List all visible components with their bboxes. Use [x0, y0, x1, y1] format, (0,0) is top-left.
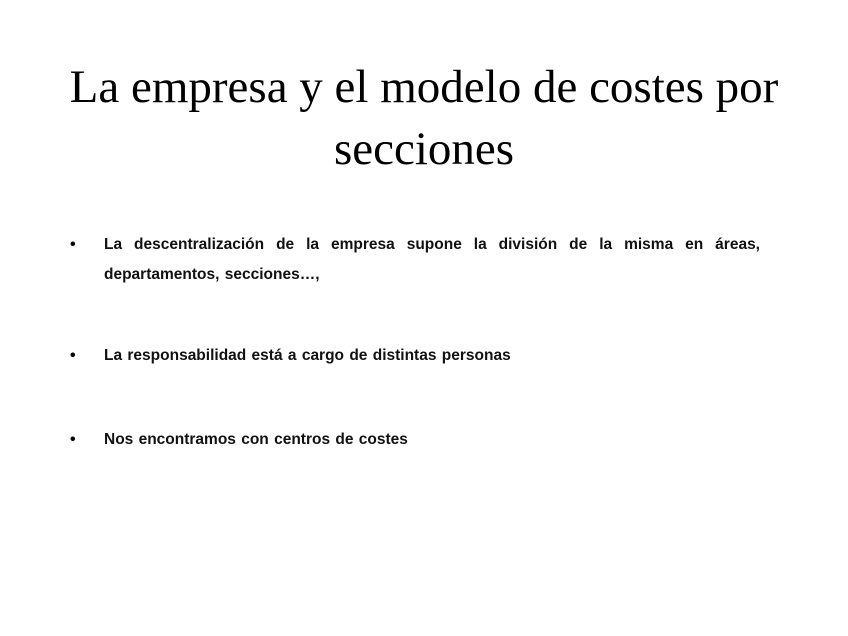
bullet-text: La responsabilidad está a cargo de distintas personas [104, 347, 511, 364]
bullet-marker: • [70, 431, 76, 448]
bullet-item [70, 425, 760, 455]
bullet-text: La descentralización de la empresa supone la división de la misma en áreas, departamentos, secciones…, [104, 236, 760, 283]
slide-title: La empresa y el modelo de costes por secciones [69, 61, 779, 175]
bullet-item [70, 341, 760, 371]
bullet-marker: • [70, 347, 76, 364]
bullet-item [70, 230, 760, 290]
bullet-text: Nos encontramos con centros de costes [104, 431, 408, 448]
bullet-marker: • [70, 236, 76, 253]
